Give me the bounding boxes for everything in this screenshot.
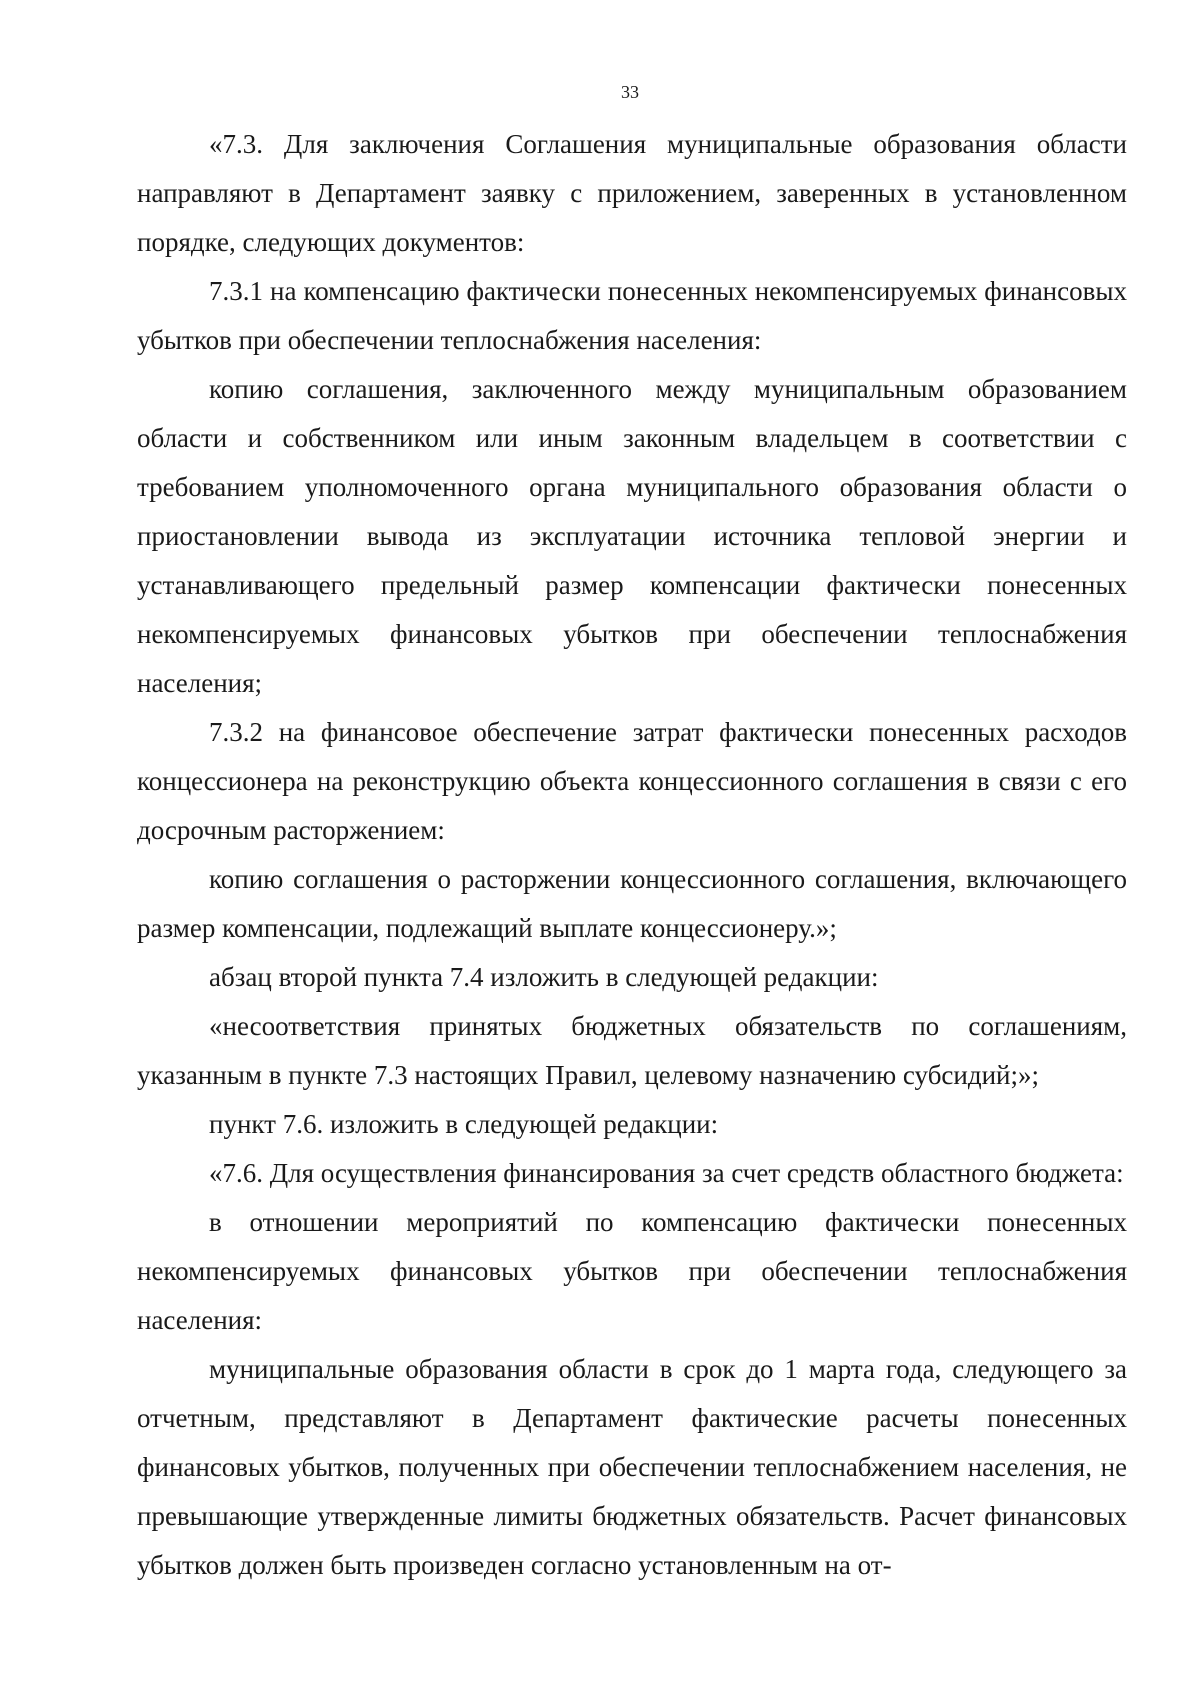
paragraph-termination-copy: копию соглашения о расторжении концессионного соглашения, включающего размер компенсации, подлежащий выплате концессионеру.»; (137, 864, 1127, 943)
paragraph-7-4-text: «несоответствия принятых бюджетных обязательств по соглашениям, указанным в пункте 7.3 настоящих Правил, целевому назначению субсидий;»; (137, 1011, 1127, 1090)
paragraph-7-3-1: 7.3.1 на компенсацию фактически понесенных некомпенсируемых финансовых убытков при обеспечении теплоснабжения населения: (137, 276, 1127, 355)
paragraph-7-6: «7.6. Для осуществления финансирования за счет средств областного бюджета: (209, 1158, 1124, 1188)
paragraph-municipal-deadline: муниципальные образования области в срок до 1 марта года, следующего за отчетным, представляют в Департамент фактические расчеты понесенных финансовых убытков, полученных при обеспечении теплоснабжением населения, не превышающие утвержденные лимиты бюджетных обязательств. Расчет финансовых убытков должен быть произведен согласно установленным на от- (137, 1354, 1127, 1580)
paragraph-amend-7-6: пункт 7.6. изложить в следующей редакции: (209, 1109, 719, 1139)
paragraph-amend-7-4: абзац второй пункта 7.4 изложить в следующей редакции: (209, 962, 879, 992)
paragraph-7-3-2: 7.3.2 на финансовое обеспечение затрат фактически понесенных расходов концессионера на реконструкцию объекта концессионного соглашения в связи с его досрочным расторжением: (137, 717, 1127, 845)
document-body (137, 120, 1127, 1590)
paragraph-agreement-copy: копию соглашения, заключенного между муниципальным образованием области и собственником или иным законным владельцем в соответствии с требованием уполномоченного органа муниципального образования области о приостановлении вывода из эксплуатации источника тепловой энергии и устанавливающего предельный размер компенсации фактически понесенных некомпенсируемых финансовых убытков при обеспечении теплоснабжения населения; (137, 374, 1127, 698)
page-number: 33 (621, 82, 639, 102)
paragraph-measures: в отношении мероприятий по компенсацию фактически понесенных некомпенсируемых финансовых убытков при обеспечении теплоснабжения населения: (137, 1207, 1127, 1335)
paragraph-7-3: «7.3. Для заключения Соглашения муниципальные образования области направляют в Департамент заявку с приложением, заверенных в установленном порядке, следующих документов: (137, 129, 1127, 257)
